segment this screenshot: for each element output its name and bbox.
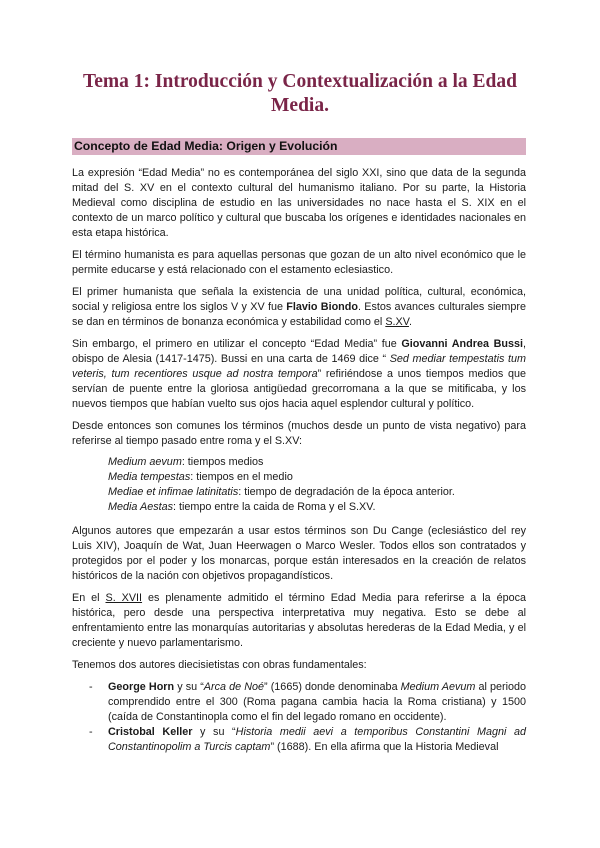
paragraph-1: La expresión “Edad Media” no es contemporánea del siglo XXI, sino que data de la segunda mitad del S. XV en el contexto cultural del humanismo italiano. Por su parte, la Historia Medieval como disciplina de estudio en las universidades no nace hasta el S. XIX en el contexto de un marco político y cultural que buscaba los orígenes e identidades nacionales en esta etapa histórica. — [72, 167, 526, 239]
list-item: - Cristobal Keller y su “Historia medii aevi a temporibus Constantini Magni ad Constantinopolim a Turcis captam” (1688). En ella afirma que la Historia Medieval — [89, 726, 526, 753]
term-item: Media Aestas: tiempo entre la caida de Roma y el S.XV. — [108, 501, 376, 513]
paragraph-7: En el S. XVII es plenamente admitido el término Edad Media para referirse a la época histórica, pero desde una perspectiva interpretativa muy negativa. Esto se debe al enfrentamiento entre las monarquías autoritarias y absolutas herederas de la Edad Media, y el creciente y nuevo parlamentarismo. — [72, 592, 527, 649]
term-item: Mediae et infimae latinitatis: tiempo de degradación de la época anterior. — [108, 486, 455, 498]
list-item: - George Horn y su “Arca de Noé” (1665) donde denominaba Medium Aevum al periodo comprendido entre el 300 (Roma pagana cambia hacia la Roma cristiana) y 1500 (caída de Constantinopla como el fin del legado romano en occidente). — [89, 681, 526, 723]
authors-list — [72, 680, 526, 755]
paragraph-2: El término humanista es para aquellas personas que gozan de un alto nivel económico que le permite educarse y está relacionado con el estamento eclesiastico. — [72, 249, 526, 276]
term-item: Medium aevum: tiempos medios — [108, 456, 264, 468]
s-xvii-link[interactable]: S. XVII — [105, 592, 143, 604]
page-title: Tema 1: Introducción y Contextualización a la Edad Media. — [83, 71, 517, 116]
bullet-dash: - — [89, 681, 93, 693]
latin-quote: Sed mediar tempestatis tum veteris, tum recentiores usque ad nostra tempora — [72, 353, 526, 380]
s-xv-link[interactable]: S.XV — [385, 316, 409, 328]
term-item: Media tempestas: tiempos en el medio — [108, 471, 293, 483]
paragraph-6: Algunos autores que empezarán a usar estos términos son Du Cange (eclesiástico del rey Luis XIV), Joaquín de Wat, Juan Heerwagen o Marco Wesler. Todos ellos son contratados y protegidos por el poder y los monarcas, porque están interesados en la creación de relatos históricos de la nación con objetivos propagandísticos. — [72, 525, 526, 582]
bullet-dash: - — [89, 726, 93, 738]
section-heading: Concepto de Edad Media: Origen y Evolución — [72, 138, 526, 155]
flavio-biondo-name: Flavio Biondo — [286, 301, 358, 313]
paragraph-8: Tenemos dos autores diecisietistas con obras fundamentales: — [72, 659, 367, 671]
paragraph-5: Desde entonces son comunes los términos (muchos desde un punto de vista negativo) para referirse al tiempo pasado entre roma y el S.XV: — [72, 420, 526, 447]
paragraph-4: Sin embargo, el primero en utilizar el concepto “Edad Media” fue Giovanni Andrea Bussi, obispo de Alesia (1417-1475). Bussi en una carta de 1469 dice “ Sed mediar tempestatis tum veteris, tum recentiores usque ad nostra tempora” refiriéndose a unos tiempos medios que servían de puente entre la gloriosa antigüedad grecorromana a la que se mitificaba, y los nuevos tiempos que habían vuelto sus ojos hacia aquel esplendor cultural y político. — [72, 338, 526, 410]
paragraph-3: El primer humanista que señala la existencia de una unidad política, cultural, económica, social y religiosa entre los siglos V y XV fue Flavio Biondo. Estos avances culturales siempre se dan en términos de bonanza económica y estabilidad como el S.XV. — [72, 286, 526, 328]
giovanni-bussi-name: Giovanni Andrea Bussi — [401, 338, 523, 350]
document-body — [72, 166, 526, 755]
terms-list — [108, 455, 526, 515]
